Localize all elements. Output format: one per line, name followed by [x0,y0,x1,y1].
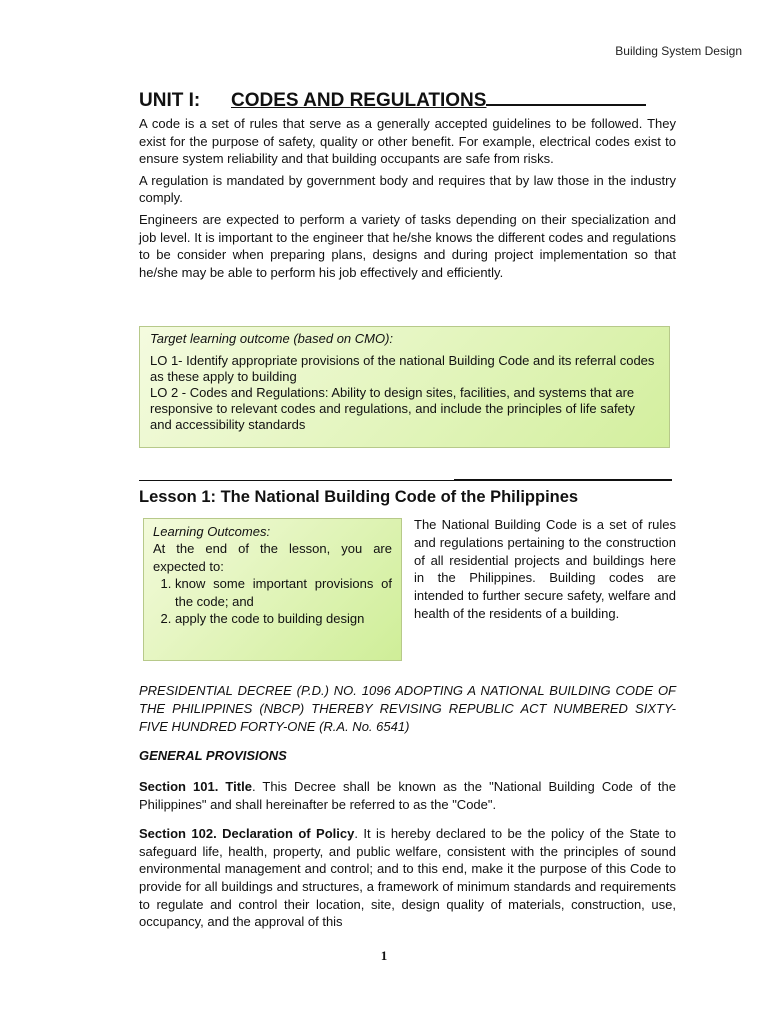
section-heading: Section 101. Title [139,779,252,794]
list-item: 1. know some important provisions of the code; and [175,575,392,610]
intro-paragraph-code: A code is a set of rules that serve as a generally accepted guidelines to be followed. They exist for the purpose of safety, quality or other benefit. For example, electrical codes exist to ensure system reliability and that building occupants are safe from risks. [139,116,676,167]
general-provisions-heading: GENERAL PROVISIONS [139,748,287,763]
title-underline [486,86,646,106]
list-item: 2. apply the code to building design [175,610,392,627]
unit-heading: CODES AND REGULATIONS [231,90,487,111]
unit-title [139,86,672,112]
section-text: . It is hereby declared to be the policy of the State to safeguard life, health, property, and public welfare, consistent with the principles of sound environmental management and control; and to this end, make it the purpose of this Code to provide for all buildings and structures, a framework of minimum standards and requirements to regulate and control their location, site, design quality of materials, construction, use, occupancy, and the approval of this [139,826,676,930]
running-header: Building System Design [615,44,742,58]
section-101 [139,778,676,813]
learning-outcome-2: LO 2 - Codes and Regulations: Ability to design sites, facilities, and systems that are responsive to relevant codes and regulations, and include the principles of life safety and accessibility standards [150,385,635,432]
divider-thick-segment [454,479,672,481]
learning-outcomes-list [153,575,392,627]
target-outcome-heading: Target learning outcome (based on CMO): [150,331,394,346]
building-code-description: The National Building Code is a set of rules and regulations pertaining to the construction of all residential projects and buildings here in the Philippines. Building codes are intended to further secure safety, welfare and health of the residents of a building. [414,517,676,621]
learning-outcomes-box [143,518,402,661]
presidential-decree-title: PRESIDENTIAL DECREE (P.D.) NO. 1096 ADOPTING A NATIONAL BUILDING CODE OF THE PHILIPPINES (NBCP) THEREBY REVISING REPUBLIC ACT NUMBERED SIXTY-FIVE HUNDRED FORTY-ONE (R.A. No. 6541) [139,683,676,734]
section-text: . This Decree shall be known as the "National Building Code of the Philippines" and shall hereinafter be referred to as the "Code". [139,779,677,812]
section-heading: Section 102. Declaration of Policy [139,826,355,842]
section-divider [139,480,672,481]
code-sections [139,778,676,943]
learning-outcomes-heading: Learning Outcomes: [153,524,271,539]
intro-paragraph-engineers: Engineers are expected to perform a variety of tasks depending on their specialization and job level. It is important to the engineer that he/she knows the different codes and regulations to be consider when preparing plans, designs and during project implementation so that he/she may be able to perform his job effectively and efficiently. [139,211,676,280]
intro-paragraph-regulation: A regulation is mandated by government body and requires that by law those in the industry comply. [139,172,676,206]
learning-outcomes-intro: At the end of the lesson, you are expected to: [153,541,392,574]
intro-text [139,115,676,285]
target-outcome-box [139,326,670,448]
learning-outcome-1: LO 1- Identify appropriate provisions of the national Building Code and its referral codes as these apply to building [150,353,655,384]
unit-label: UNIT I: [139,90,201,111]
lesson-title: Lesson 1: The National Building Code of the Philippines [139,488,579,506]
page-number: 1 [380,948,388,963]
section-102 [139,825,676,931]
